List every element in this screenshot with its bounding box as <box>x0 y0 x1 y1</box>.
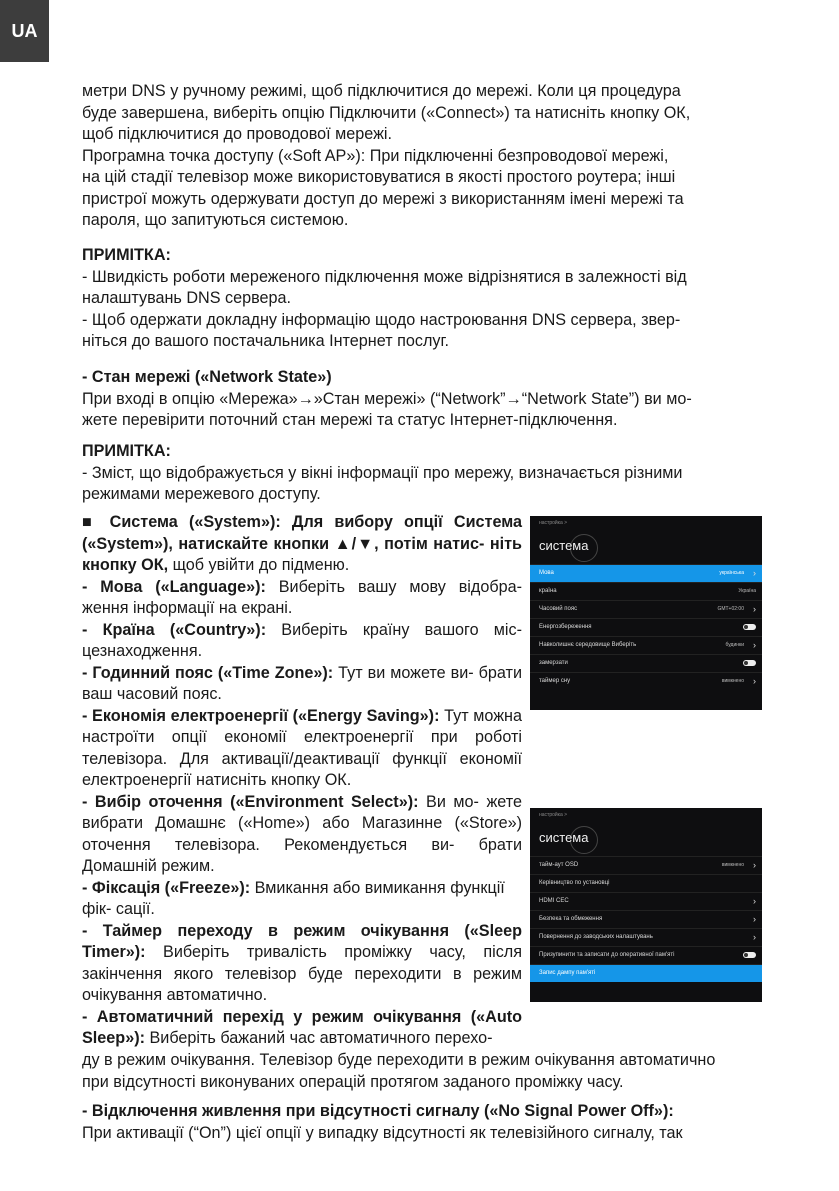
freeze-paragraph: - Фіксація («Freeze»): Вмикання або вимикання функції фік- сації. <box>82 878 505 918</box>
menu-item-country[interactable]: країна Україна <box>530 582 762 600</box>
menu-item-timezone[interactable]: Часовий пояс GMT+02:00 › <box>530 600 762 618</box>
text-line: налаштувань DNS сервера. <box>82 289 292 307</box>
text-line: пристрої можуть одержувати доступ до мережі з використанням імені мережі та <box>82 189 684 208</box>
auto-sleep-continuation <box>82 1050 754 1093</box>
menu-item-security[interactable]: Безпека та обмеження › <box>530 910 762 928</box>
section-heading: - Відключення живлення при відсутності сигналу («No Signal Power Off»): <box>82 1102 674 1120</box>
chevron-right-icon: › <box>753 640 756 650</box>
note-heading: ПРИМІТКА: <box>82 442 171 460</box>
text-line: - Зміст, що відображується у вікні інформації про мережу, визначається різними <box>82 463 683 482</box>
text-line: При вході в опцію «Мережа»→»Стан мережі» (“Network”→“Network State”) ви мо- <box>82 389 692 408</box>
system-menu-screenshot-2 <box>530 808 762 1002</box>
sleep-timer-paragraph: - Таймер переходу в режим очікування («Sleep Timer»): Виберіть тривалість проміжку часу, після закінчення якого телевізор буде переходити в режим очікування автоматично. <box>82 921 522 1004</box>
text-line: ду в режим очікування. Телевізор буде переходити в режим очікування автоматично <box>82 1051 716 1069</box>
menu-item-memory-dump[interactable]: Запис дампу пам'яті <box>530 964 762 982</box>
text-line: режимами мережевого доступу. <box>82 485 321 503</box>
chevron-right-icon: › <box>753 914 756 924</box>
text-line: метри DNS у ручному режимі, щоб підключитися до мережі. Коли ця процедура <box>82 82 681 100</box>
menu-item-suspend-to-ram[interactable]: Призупинити та записати до оперативної пам'яті <box>530 946 762 964</box>
note-block-1 <box>82 245 754 353</box>
timezone-paragraph: - Годинний пояс («Time Zone»): Тут ви можете ви- брати ваш часовий пояс. <box>82 663 522 703</box>
menu-title: система <box>539 538 589 553</box>
text-line: - Швидкість роботи мереженого підключення може відрізнятися в залежності від <box>82 267 687 286</box>
environment-paragraph: - Вибір оточення («Environment Select»): Ви мо- жете вибрати Домашнє («Home») або Магазинне («Store») оточення телевізора. Рекомендується ви- брати Домашній режим. <box>82 792 523 875</box>
no-signal-section <box>82 1101 754 1144</box>
menu-item-freeze[interactable]: замерзати <box>530 654 762 672</box>
breadcrumb: настройка > <box>539 812 568 818</box>
breadcrumb: настройка > <box>539 520 568 526</box>
note-block-2 <box>82 441 754 506</box>
language-tab: UA <box>0 0 49 62</box>
chevron-right-icon: › <box>753 860 756 870</box>
menu-item-osd-timeout[interactable]: тайм-аут OSD вимкнено › <box>530 856 762 874</box>
menu-item-hdmi-cec[interactable]: HDMI CEC › <box>530 892 762 910</box>
system-menu-screenshot-1 <box>530 516 762 710</box>
toggle-switch[interactable] <box>743 660 756 666</box>
text-line: щоб підключитися до проводової мережі. <box>82 125 393 143</box>
text-line: на цій стадії телевізор може використовуватися в якості простого роутера; інші <box>82 168 676 186</box>
menu-item-language[interactable]: Мова українська › <box>530 564 762 582</box>
text-line: буде завершена, виберіть опцію Підключити («Connect») та натисніть кнопку ОК, <box>82 103 691 122</box>
menu-item-energy-saving[interactable]: Енергозбереження <box>530 618 762 636</box>
menu-item-environment[interactable]: Навколишнє середовище Виберіть будинки › <box>530 636 762 654</box>
toggle-switch[interactable] <box>743 624 756 630</box>
note-heading: ПРИМІТКА: <box>82 246 171 264</box>
text-line: пароля, що запитуються системою. <box>82 211 349 229</box>
text-line: жете перевірити поточний стан мережі та статус Інтернет-підключення. <box>82 411 618 429</box>
chevron-right-icon: › <box>753 896 756 906</box>
section-heading: - Стан мережі («Network State») <box>82 368 332 386</box>
country-paragraph: - Країна («Country»): Виберіть країну вашого міс- цезнаходження. <box>82 620 522 660</box>
menu-title: система <box>539 830 589 845</box>
menu-item-factory-reset[interactable]: Повернення до заводських налаштувань › <box>530 928 762 946</box>
intro-paragraph <box>82 81 754 232</box>
system-paragraph: ■ Система («System»): Для вибору опції Система («System»), натискайте кнопки ▲/▼, потім натис- ніть кнопку ОК, щоб увійти до підменю. <box>82 513 522 574</box>
auto-sleep-paragraph: - Автоматичний перехід у режим очікування («Auto Sleep»): Виберіть бажаний час автоматичного перехо- <box>82 1007 522 1047</box>
menu-item-sleep-timer[interactable]: таймер сну вимкнено › <box>530 672 762 690</box>
menu-item-install-guide[interactable]: Керівництво по установці <box>530 874 762 892</box>
text-line: при відсутності виконуваних операцій протягом заданого проміжку часу. <box>82 1072 624 1091</box>
text-line: ніться до вашого постачальника Інтернет послуг. <box>82 332 449 350</box>
chevron-right-icon: › <box>753 932 756 942</box>
toggle-switch[interactable] <box>743 952 756 958</box>
energy-paragraph: - Економія електроенергії («Energy Saving»): Тут можна настроїти опції економії електроенергії при роботі телевізора. Для активації/деактивації функції економії електроенергії натисніть кнопку ОК. <box>82 706 523 789</box>
text-line: При активації (“On”) цієї опції у випадку відсутності як телевізійного сигналу, так <box>82 1123 683 1142</box>
text-line: - Щоб одержати докладну інформацію щодо настроювання DNS сервера, звер- <box>82 310 681 329</box>
system-description-column <box>82 512 522 1050</box>
text-line: Програмна точка доступу («Soft AP»): При підключенні безпроводової мережі, <box>82 146 669 165</box>
chevron-right-icon: › <box>753 604 756 614</box>
language-paragraph: - Мова («Language»): Виберіть вашу мову відобра- ження інформації на екрані. <box>82 577 523 617</box>
network-state-section <box>82 367 754 432</box>
chevron-right-icon: › <box>753 676 756 686</box>
chevron-right-icon: › <box>753 568 756 578</box>
